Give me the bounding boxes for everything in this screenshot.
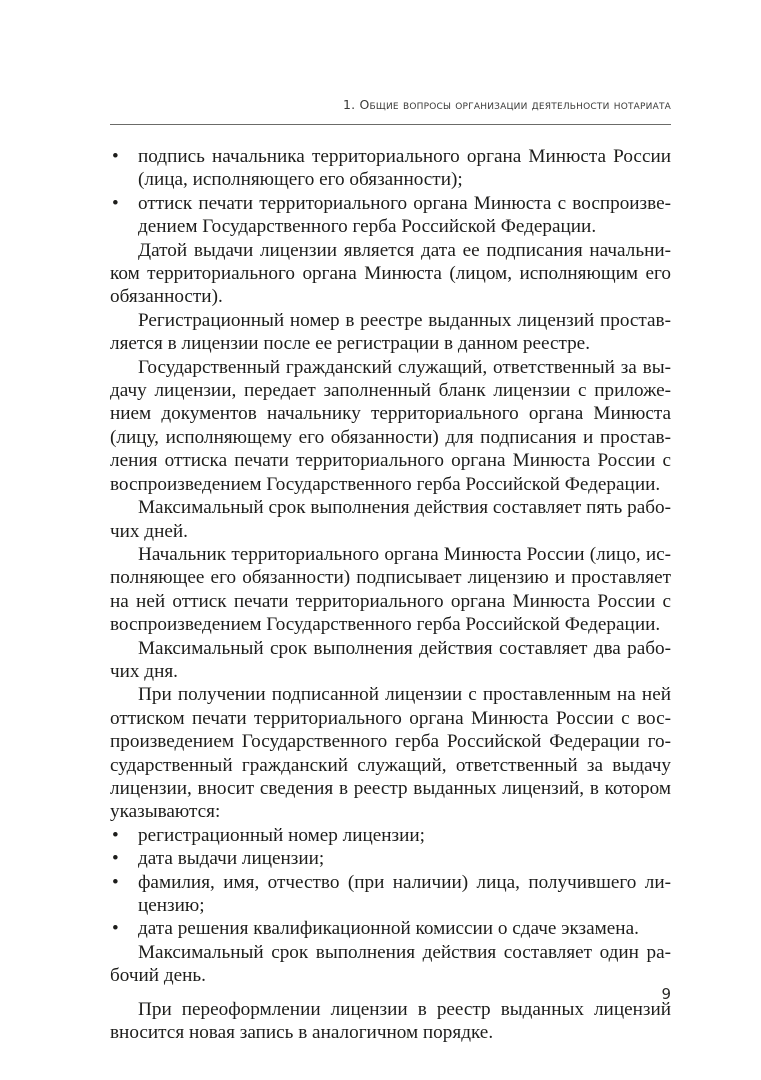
bullet-mark: •	[112, 146, 119, 167]
bullet-item	[110, 824, 671, 847]
paragraph: При получении подписанной лицензии с проставленным на ней оттиском печати территориального органа Минюста России с воспроизведением Государственного герба Российской Федерации государственный гражданский служащий, ответственный за выдачу лицензии, вносит сведения в реестр выданных лицензий, в котором указываются:	[110, 684, 671, 823]
bullet-text: оттиск печати территориального органа Минюста с воспроизведением Государственного герба Российской Федерации.	[138, 192, 671, 238]
running-head	[343, 97, 671, 112]
bullet-item	[110, 847, 671, 870]
paragraph: Регистрационный номер в реестре выданных лицензий проставляется в лицензии после ее регистрации в данном реестре.	[110, 309, 671, 355]
bullet-text: регистрационный номер лицензии;	[138, 824, 426, 846]
paragraph: Начальник территориального органа Минюста России (лицо, исполняющее его обязанности) подписывает лицензию и проставляет на ней оттиск печати территориального органа Минюста России с воспроизведением Государственного герба Российской Федерации.	[110, 543, 671, 636]
header-rule	[110, 124, 671, 125]
paragraph: Максимальный срок выполнения действия составляет один рабочий день.	[110, 941, 671, 987]
page-number: 9	[661, 985, 671, 1003]
bullet-item	[110, 871, 671, 918]
bullet-mark: •	[112, 871, 119, 893]
bullet-text: дата выдачи лицензии;	[138, 848, 325, 870]
bullet-text: дата решения квалификационной комиссии о сдаче экзамена.	[138, 918, 639, 940]
body-text	[110, 145, 671, 1044]
bullet-mark: •	[112, 848, 119, 870]
bullet-mark: •	[112, 918, 119, 940]
paragraph: Датой выдачи лицензии является дата ее подписания начальником территориального органа Минюста (лицом, исполняющим его обязанности).	[110, 239, 671, 308]
bullet-item	[110, 145, 671, 192]
bullet-mark: •	[112, 192, 119, 214]
chapter-number: 1.	[342, 97, 356, 112]
bullet-mark: •	[112, 824, 119, 846]
bullet-item	[110, 917, 671, 940]
chapter-title-initial: О	[359, 97, 370, 112]
paragraph: Государственный гражданский служащий, ответственный за выдачу лицензии, передает заполненный бланк лицензии с приложением документов начальнику территориального органа Минюста (лицу, исполняющему его обязанности) для подписания и проставления оттиска печати территориального органа Минюста России с воспроизведением Государственного герба Российской Федерации.	[110, 356, 671, 495]
chapter-title: бщие вопросы организации деятельности нотариата	[369, 97, 671, 112]
bullet-item	[110, 192, 671, 239]
paragraph: Максимальный срок выполнения действия составляет два рабочих дня.	[110, 637, 671, 682]
bullet-text: подпись начальника территориального органа Минюста России (лица, исполняющего его обязанности);	[138, 146, 671, 191]
bullet-text: фамилия, имя, отчество (при наличии) лица, получившего лицензию;	[138, 871, 671, 916]
paragraph: При переоформлении лицензии в реестр выданных лицензий вносится новая запись в аналогичном порядке.	[110, 998, 671, 1044]
paragraph: Максимальный срок выполнения действия составляет пять рабочих дней.	[110, 497, 671, 542]
